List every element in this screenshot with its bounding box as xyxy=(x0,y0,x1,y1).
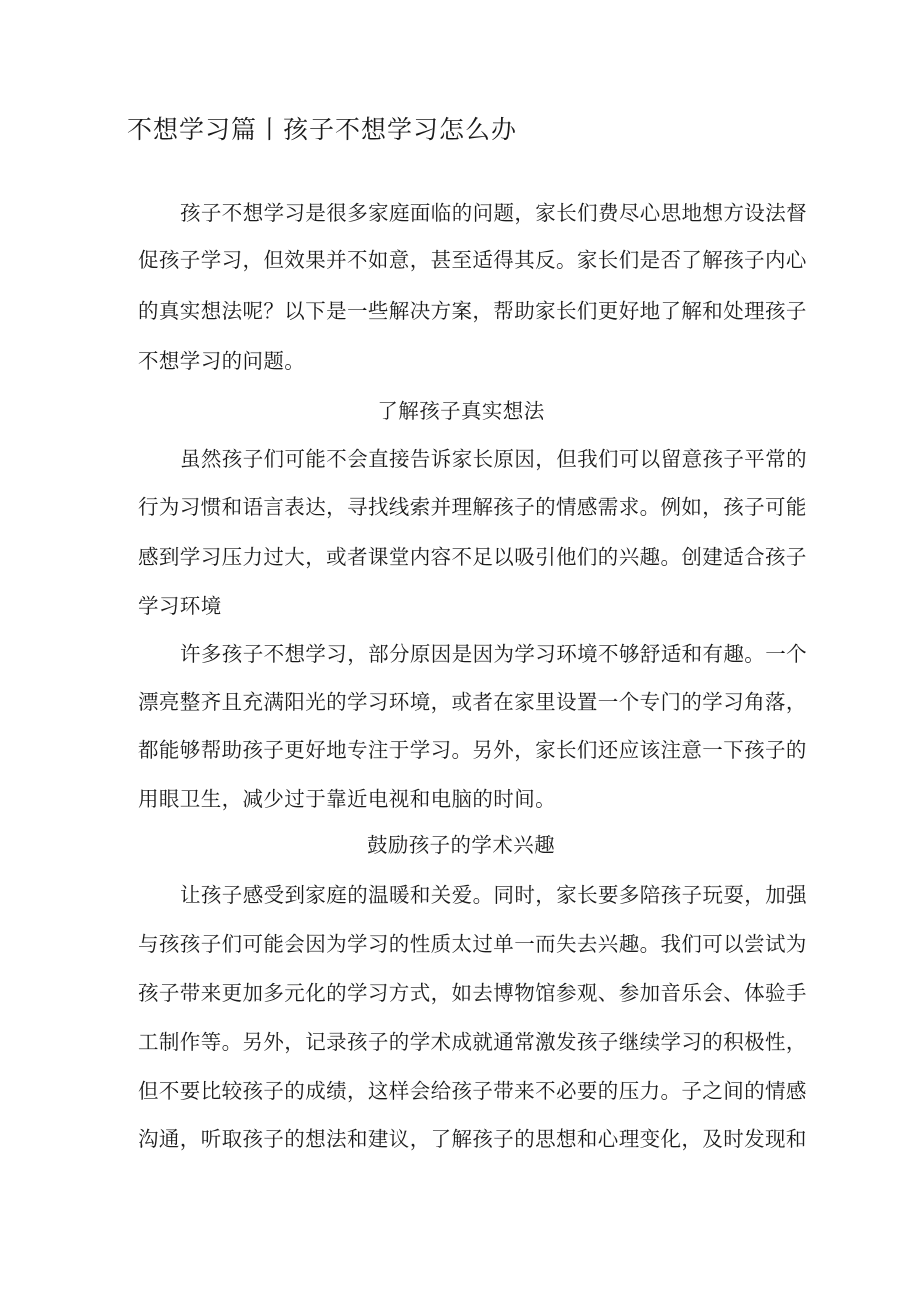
paragraph-line: 但不要比较孩子的成绩，这样会给孩子带来不必要的压力。子之间的情感 xyxy=(138,1079,807,1103)
paragraph-line: 行为习惯和语言表达，寻找线索并理解孩子的情感需求。例如，孩子可能 xyxy=(138,495,807,519)
paragraph-line: 让孩子感受到家庭的温暖和关爱。同时，家长要多陪孩子玩耍，加强 xyxy=(180,883,807,907)
document-title: 不想学习篇丨孩子不想学习怎么办 xyxy=(126,115,517,144)
paragraph-line: 工制作等。另外，记录孩子的学术成就通常激发孩子继续学习的积极性， xyxy=(138,1030,807,1054)
paragraph-line: 许多孩子不想学习，部分原因是因为学习环境不够舒适和有趣。一个 xyxy=(180,642,807,666)
paragraph-line: 不想学习的问题。 xyxy=(138,349,306,373)
paragraph-line: 与孩孩子们可能会因为学习的性质太过单一而失去兴趣。我们可以尝试为 xyxy=(138,932,807,956)
paragraph-line: 孩子带来更加多元化的学习方式，如去博物馆参观、参加音乐会、体验手 xyxy=(138,981,807,1005)
paragraph-line: 学习环境 xyxy=(138,594,222,618)
section-heading: 鼓励孩子的学术兴趣 xyxy=(366,833,556,857)
paragraph-line: 促孩子学习，但效果并不如意，甚至适得其反。家长们是否了解孩子内心 xyxy=(138,248,807,272)
paragraph-line: 漂亮整齐且充满阳光的学习环境，或者在家里设置一个专门的学习角落， xyxy=(138,690,807,714)
section-heading: 了解孩子真实想法 xyxy=(377,399,545,423)
paragraph-line: 的真实想法呢？以下是一些解决方案，帮助家长们更好地了解和处理孩子 xyxy=(138,299,807,323)
paragraph-line: 沟通，听取孩子的想法和建议，了解孩子的思想和心理变化，及时发现和 xyxy=(138,1127,807,1151)
paragraph-line: 用眼卫生，减少过于靠近电视和电脑的时间。 xyxy=(138,787,556,811)
paragraph-line: 感到学习压力过大，或者课堂内容不足以吸引他们的兴趣。创建适合孩子 xyxy=(138,545,807,569)
paragraph-line: 孩子不想学习是很多家庭面临的问题，家长们费尽心思地想方设法督 xyxy=(180,201,807,225)
paragraph-line: 虽然孩子们可能不会直接告诉家长原因，但我们可以留意孩子平常的 xyxy=(180,447,807,471)
paragraph-line: 都能够帮助孩子更好地专注于学习。另外，家长们还应该注意一下孩子的 xyxy=(138,738,807,762)
